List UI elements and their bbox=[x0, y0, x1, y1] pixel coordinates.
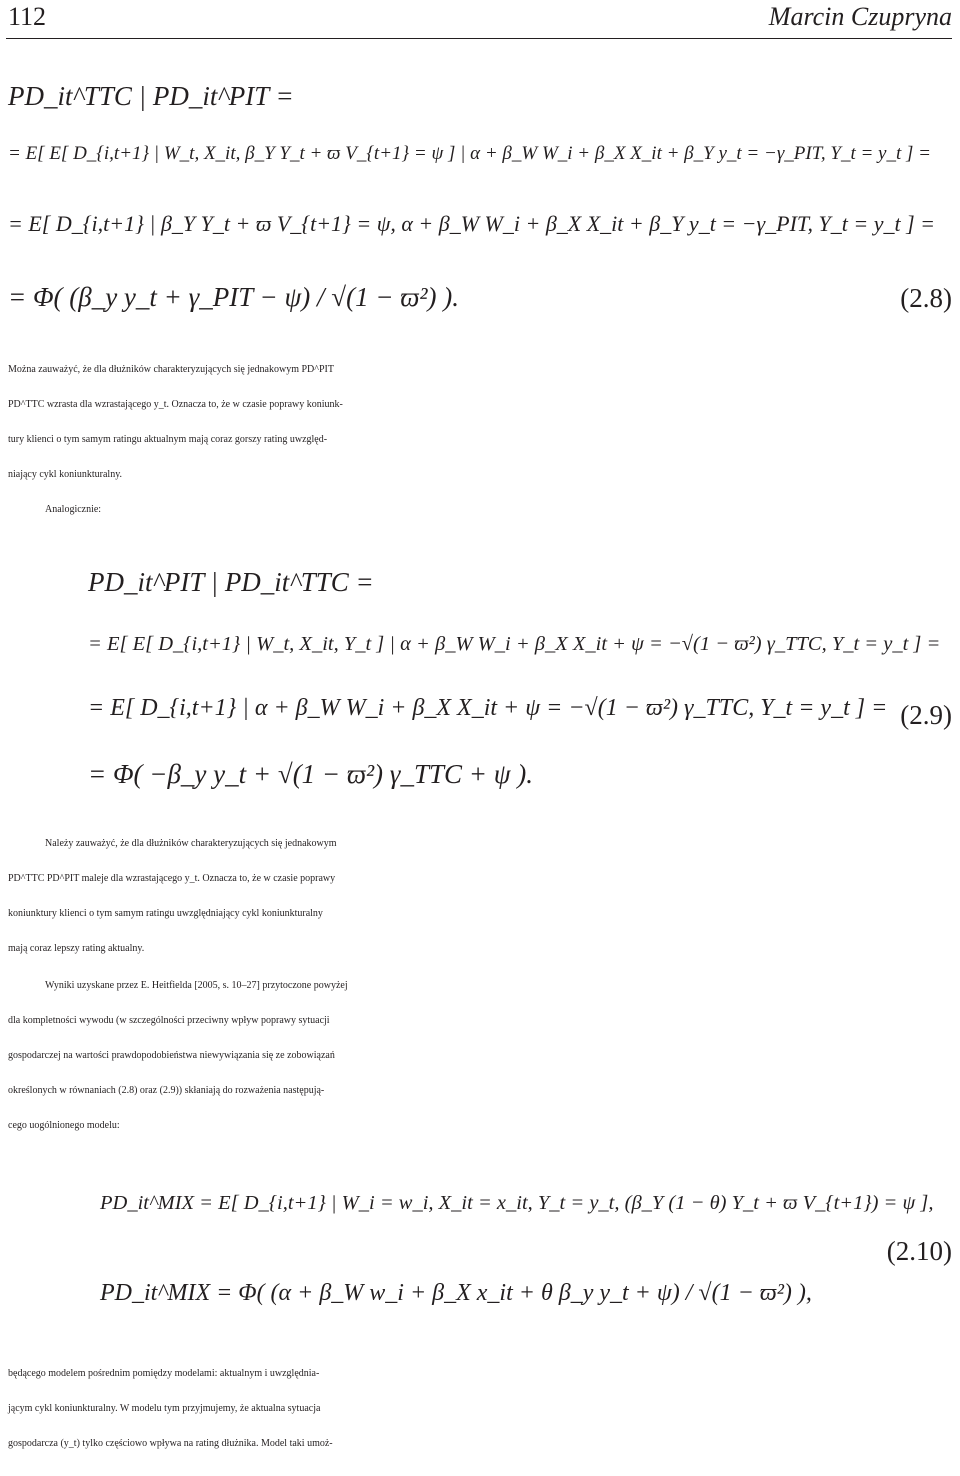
para1-line-4: niający cykl koniunkturalny. bbox=[8, 469, 123, 480]
para3-line-5: cego uogólnionego modelu: bbox=[8, 1120, 120, 1131]
para2-line-2: PD^TTC PD^PIT maleje dla wzrastającego y_t. Oznacza to, że w czasie poprawy bbox=[8, 873, 336, 884]
para3-line-1: Wyniki uzyskane przez E. Heitfielda [2005, s. 10–27] przytoczone powyżej bbox=[45, 980, 348, 991]
eq-2-9-line-3: = E[ D_{i,t+1} | α + β_W W_i + β_X X_it + ψ = −√(1 − ϖ²) γ_TTC, Y_t = y_t ] = bbox=[88, 695, 888, 721]
para2-line-4: mają coraz lepszy rating aktualny. bbox=[8, 943, 145, 954]
eq-2-10-line-1: PD_it^MIX = E[ D_{i,t+1} | W_i = w_i, X_it = x_it, Y_t = y_t, (β_Y (1 − θ) Y_t + ϖ V_{t+1}) = ψ ], bbox=[100, 1192, 934, 1214]
running-head-author: Marcin Czupryna bbox=[768, 2, 952, 31]
eq-2-9-line-1: PD_it^PIT | PD_it^TTC = bbox=[88, 567, 374, 597]
eq-2-10-number: (2.10) bbox=[886, 1236, 952, 1266]
para1-line-1: Można zauważyć, że dla dłużników charakteryzujących się jednakowym PD^PIT bbox=[8, 364, 334, 375]
para4-line-3: gospodarcza (y_t) tylko częściowo wpływa na rating dłużnika. Model taki umoż- bbox=[8, 1438, 333, 1449]
page-number: 112 bbox=[8, 2, 47, 31]
eq-2-8-number: (2.8) bbox=[900, 283, 952, 313]
eq-2-9-number: (2.9) bbox=[900, 700, 952, 730]
header-rule bbox=[6, 38, 952, 39]
para1-line-3: tury klienci o tym samym ratingu aktualnym mają coraz gorszy rating uwzględ- bbox=[8, 434, 328, 445]
analog-label: Analogicznie: bbox=[45, 504, 102, 515]
para1-line-2: PD^TTC wzrasta dla wzrastającego y_t. Oznacza to, że w czasie poprawy koniunk- bbox=[8, 399, 343, 410]
eq-2-8-line-3: = E[ D_{i,t+1} | β_Y Y_t + ϖ V_{t+1} = ψ, α + β_W W_i + β_X X_it + β_Y y_t = −γ_PIT, Y_t = y_t ] = bbox=[8, 211, 936, 236]
para4-line-2: jącym cykl koniunkturalny. W modelu tym przyjmujemy, że aktualna sytuacja bbox=[8, 1403, 321, 1414]
eq-2-8-line-4: = Φ( (β_y y_t + γ_PIT − ψ) / √(1 − ϖ²) ). bbox=[8, 282, 459, 312]
para3-line-2: dla kompletności wywodu (w szczególności przeciwny wpływ poprawy sytuacji bbox=[8, 1015, 330, 1026]
eq-2-8-line-1: PD_it^TTC | PD_it^PIT = bbox=[8, 81, 294, 111]
page-header bbox=[8, 0, 952, 36]
eq-2-9-line-4: = Φ( −β_y y_t + √(1 − ϖ²) γ_TTC + ψ ). bbox=[88, 759, 533, 789]
para2-line-3: koniunktury klienci o tym samym ratingu uwzględniający cykl koniunkturalny bbox=[8, 908, 323, 919]
eq-2-8-line-2: = E[ E[ D_{i,t+1} | W_t, X_it, β_Y Y_t + ϖ V_{t+1} = ψ ] | α + β_W W_i + β_X X_it + β_Y y_t = −γ_PIT, Y_t = y_t ] = bbox=[8, 143, 931, 164]
para2-line-1: Należy zauważyć, że dla dłużników charakteryzujących się jednakowym bbox=[45, 838, 337, 849]
para3-line-4: określonych w równaniach (2.8) oraz (2.9)) skłaniają do rozważenia następują- bbox=[8, 1085, 325, 1096]
para3-line-3: gospodarczej na wartości prawdopodobieństwa niewywiązania się ze zobowiązań bbox=[8, 1050, 335, 1061]
para4-line-1: będącego modelem pośrednim pomiędzy modelami: aktualnym i uwzględnia- bbox=[8, 1368, 320, 1379]
eq-2-9-line-2: = E[ E[ D_{i,t+1} | W_t, X_it, Y_t ] | α + β_W W_i + β_X X_it + ψ = −√(1 − ϖ²) γ_TTC, Y_t = y_t ] = bbox=[88, 633, 941, 655]
eq-2-10-line-2: PD_it^MIX = Φ( (α + β_W w_i + β_X x_it + θ β_y y_t + ψ) / √(1 − ϖ²) ), bbox=[100, 1280, 812, 1306]
